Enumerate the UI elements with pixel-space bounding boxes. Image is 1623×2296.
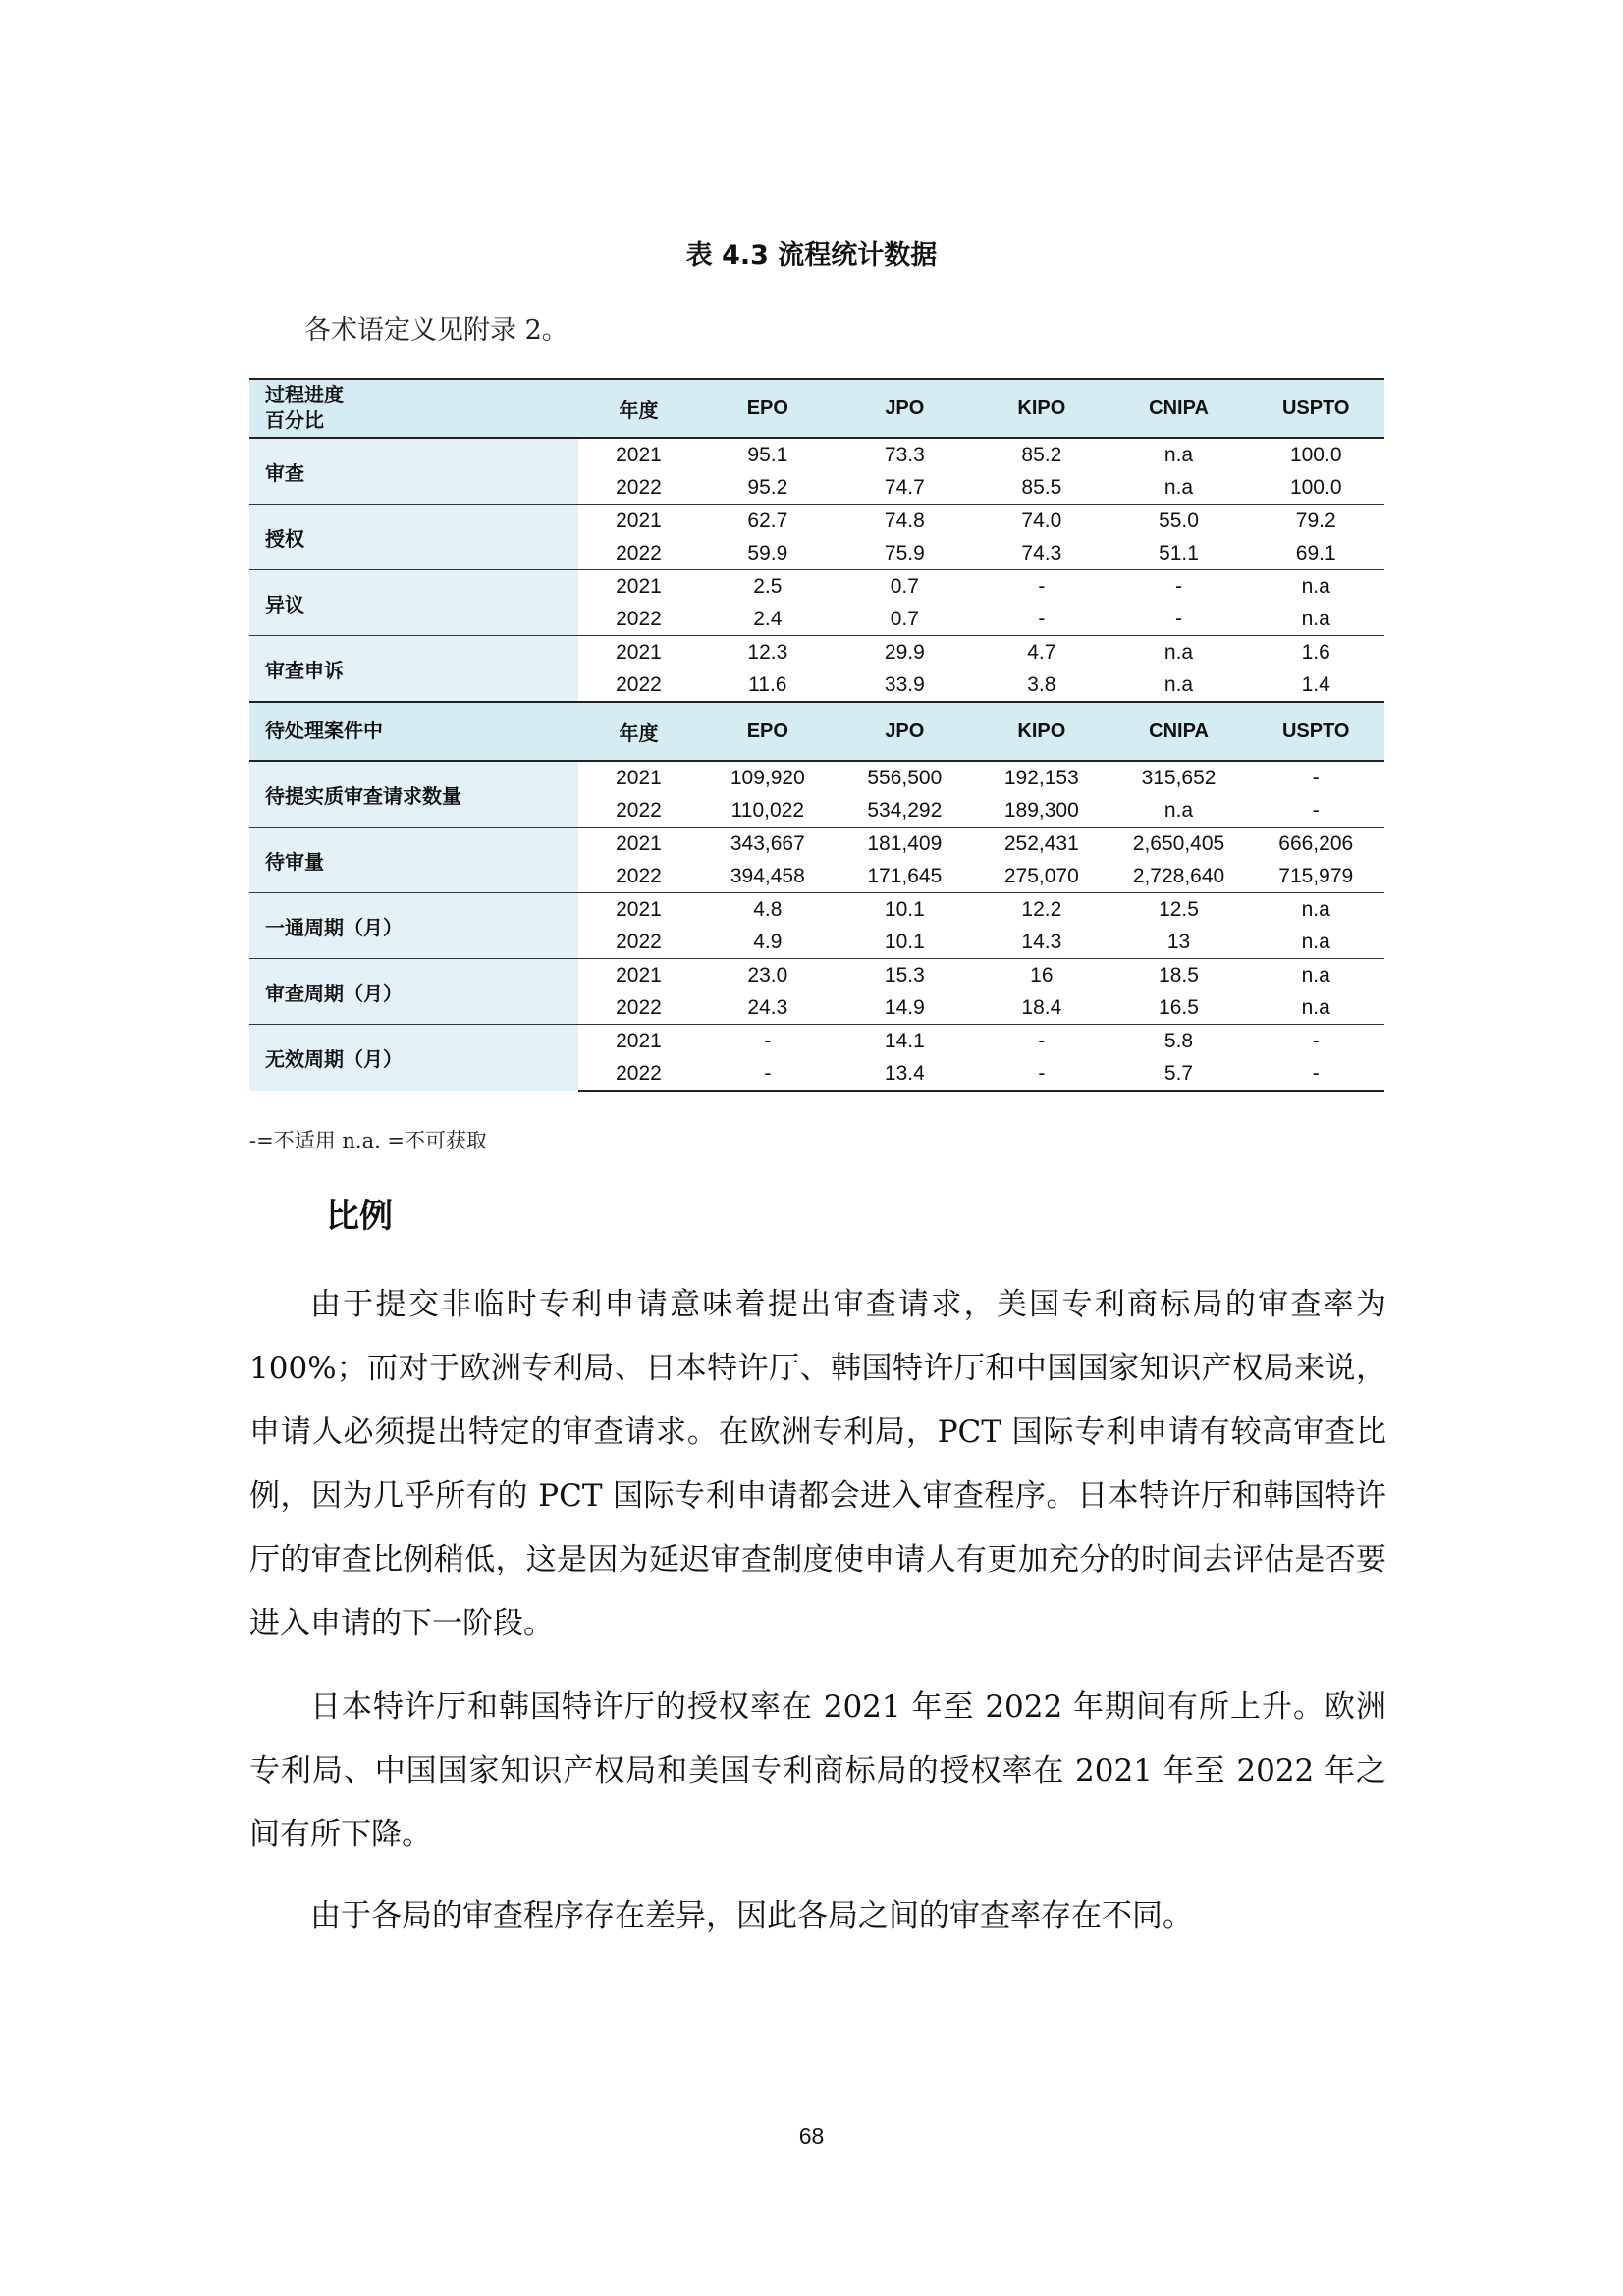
row-value: 14.3 (1021, 930, 1062, 953)
row-value: n.a (1301, 607, 1330, 630)
row-value: 85.5 (1021, 475, 1062, 499)
header-office: EPO (699, 702, 837, 761)
header-label-line: 过程进度 (265, 385, 344, 406)
row-value: 12.5 (1110, 893, 1248, 927)
row-label: 待提实质审查请求数量 (249, 761, 578, 828)
row-label: 授权 (249, 505, 578, 570)
row-value: 394,458 (730, 864, 805, 887)
page-number: 68 (798, 2123, 825, 2149)
row-year: 2022 (616, 864, 662, 887)
table-header-row (249, 702, 1384, 761)
row-value: 24.3 (747, 995, 788, 1019)
paragraph-3: 由于各局的审查程序存在差异，因此各局之间的审查率存在不同。 (310, 1898, 1193, 1934)
row-value: n.a (1110, 668, 1248, 702)
row-value: 14.1 (837, 1025, 974, 1058)
row-value: - (1247, 1025, 1384, 1058)
row-value: 1.6 (1247, 636, 1384, 669)
row-label: 审查周期（月） (249, 959, 578, 1025)
row-value: 666,206 (1247, 828, 1384, 861)
row-value: 100.0 (1289, 443, 1342, 466)
row-year: 2021 (578, 636, 699, 669)
row-value: 12.2 (973, 893, 1110, 927)
row-year: 2022 (616, 541, 662, 564)
row-value: 110,022 (730, 798, 804, 822)
row-value: 75.9 (884, 541, 925, 564)
row-year: 2022 (616, 995, 662, 1019)
row-value: 73.3 (884, 443, 925, 466)
header-label-line: 百分比 (265, 410, 324, 432)
row-value: 4.9 (753, 930, 783, 953)
row-year: 2021 (578, 893, 699, 927)
row-value: 534,292 (867, 798, 943, 822)
row-value: 23.0 (699, 959, 837, 992)
header-office: JPO (837, 379, 974, 438)
row-year: 2022 (578, 668, 699, 702)
row-value: 2.5 (699, 570, 837, 604)
row-value: n.a (1163, 443, 1194, 466)
row-value: 15.3 (837, 959, 974, 992)
header-office: USPTO (1247, 379, 1384, 438)
row-value: 3.8 (973, 668, 1110, 702)
paragraph-2: 日本特许厅和韩国特许厅的授权率在 2021 年至 2022 年期间有所上升。欧洲专利局、中国国家知识产权局和美国专利商标局的授权率在 2021 年至 2022 年之间有所下降。 (249, 1689, 1386, 1852)
row-year: 2022 (616, 607, 662, 630)
header-label: 待处理案件中 (249, 702, 578, 761)
row-label: 一通周期（月） (249, 893, 578, 959)
row-value: n.a (1163, 475, 1194, 499)
row-value: 109,920 (730, 766, 805, 789)
table-header-row (249, 379, 1384, 438)
table-title: 表 4.3 流程统计数据 (685, 240, 938, 271)
row-value: 11.6 (699, 668, 837, 702)
row-value: 95.1 (747, 443, 788, 466)
row-value: 171,645 (867, 864, 943, 887)
row-year: 2021 (616, 443, 662, 466)
row-value: 2.4 (753, 607, 783, 630)
row-value: 74.3 (1021, 541, 1062, 564)
row-value: - (1247, 1057, 1384, 1091)
header-label (249, 379, 578, 438)
row-value: 10.1 (884, 930, 925, 953)
row-value: 74.0 (973, 505, 1110, 538)
row-value: 2,650,405 (1110, 828, 1248, 861)
row-value: 100.0 (1289, 475, 1342, 499)
row-year: 2021 (578, 505, 699, 538)
row-value: - (1110, 570, 1248, 604)
row-value: 16.5 (1159, 995, 1199, 1019)
row-value: 95.2 (747, 475, 788, 499)
header-office: KIPO (973, 702, 1110, 761)
row-value: 5.8 (1110, 1025, 1248, 1058)
table-row (249, 438, 1384, 471)
row-value: 18.4 (1021, 995, 1062, 1019)
header-office: KIPO (973, 379, 1110, 438)
row-label: 无效周期（月） (249, 1025, 578, 1092)
row-label: 待审量 (249, 828, 578, 893)
header-year: 年度 (578, 379, 699, 438)
row-value: 16 (973, 959, 1110, 992)
row-value: n.a (1301, 930, 1330, 953)
table-row (249, 959, 1384, 992)
row-value: - (1312, 766, 1320, 789)
row-year: 2021 (578, 570, 699, 604)
row-value: - (973, 570, 1110, 604)
row-value: 51.1 (1159, 541, 1199, 564)
row-year: 2022 (616, 930, 662, 953)
row-value: - (1312, 798, 1320, 822)
row-value: n.a (1163, 798, 1194, 822)
row-value: 2,728,640 (1132, 864, 1225, 887)
header-office: EPO (699, 379, 837, 438)
table-body (249, 379, 1384, 1091)
row-value: - (1175, 607, 1183, 630)
row-value: - (973, 1025, 1110, 1058)
row-value: 13 (1166, 930, 1191, 953)
section-heading: 比例 (326, 1197, 393, 1236)
row-value: n.a (1301, 995, 1330, 1019)
row-year: 2022 (616, 475, 662, 499)
row-value: 192,153 (1003, 766, 1079, 789)
row-value: 275,070 (1003, 864, 1079, 887)
row-label: 审查申诉 (249, 636, 578, 703)
row-value: 14.9 (884, 995, 925, 1019)
table-row (249, 636, 1384, 669)
row-year: 2021 (578, 828, 699, 861)
table-row (249, 761, 1384, 794)
row-value: - (1038, 607, 1046, 630)
row-value: 55.0 (1110, 505, 1248, 538)
row-value: 252,431 (973, 828, 1110, 861)
row-value: 5.7 (1110, 1057, 1248, 1091)
row-value: 74.8 (837, 505, 974, 538)
row-value: 12.3 (699, 636, 837, 669)
row-value: - (973, 1057, 1110, 1091)
row-value: 0.7 (890, 607, 919, 630)
table-footnote: -=不适用 n.a. =不可获取 (249, 1129, 488, 1152)
row-year: 2022 (616, 798, 662, 822)
row-value: 79.2 (1247, 505, 1384, 538)
row-value: 69.1 (1295, 541, 1336, 564)
row-value: 4.8 (699, 893, 837, 927)
paragraph-1: 由于提交非临时专利申请意味着提出审查请求，美国专利商标局的审查率为 100%；而对于欧洲专利局、日本特许厅、韩国特许厅和中国国家知识产权局来说，申请人必须提出特定的审查请求。在欧洲专利局，PCT 国际专利申请有较高审查比例，因为几乎所有的 PCT 国际专利申请都会进入审查程序。日本特许厅和韩国特许厅的审查比例稍低，这是因为延迟审查制度使申请人有更加充分的时间去评估是否要进入申请的下一阶段。 (249, 1287, 1386, 1641)
table-row (249, 1025, 1384, 1058)
row-value: 74.7 (884, 475, 925, 499)
row-value: - (699, 1057, 837, 1091)
row-value: 0.7 (837, 570, 974, 604)
row-value: 62.7 (699, 505, 837, 538)
row-value: n.a (1247, 893, 1384, 927)
row-year: 2021 (578, 1025, 699, 1058)
row-value: 343,667 (699, 828, 837, 861)
row-value: 1.4 (1247, 668, 1384, 702)
row-value: - (699, 1025, 837, 1058)
row-value: 181,409 (837, 828, 974, 861)
header-office: CNIPA (1110, 379, 1248, 438)
intro-note: 各术语定义见附录 2。 (304, 315, 568, 346)
row-value: 315,652 (1141, 766, 1217, 789)
header-office: JPO (837, 702, 974, 761)
row-value: 59.9 (747, 541, 788, 564)
row-value: 189,300 (1003, 798, 1079, 822)
row-value: 33.9 (837, 668, 974, 702)
table-row (249, 505, 1384, 538)
row-value: n.a (1247, 570, 1384, 604)
row-value: 29.9 (837, 636, 974, 669)
row-value: 715,979 (1278, 864, 1354, 887)
row-value: 13.4 (837, 1057, 974, 1091)
row-value: 10.1 (837, 893, 974, 927)
table-row (249, 828, 1384, 861)
row-value: 85.2 (1021, 443, 1062, 466)
header-office: USPTO (1247, 702, 1384, 761)
row-label: 审查 (249, 438, 578, 505)
header-year: 年度 (578, 702, 699, 761)
table-row (249, 893, 1384, 927)
header-office: CNIPA (1110, 702, 1248, 761)
row-value: n.a (1110, 636, 1248, 669)
row-year: 2022 (578, 1057, 699, 1091)
row-value: 18.5 (1110, 959, 1248, 992)
row-value: 556,500 (867, 766, 943, 789)
row-value: n.a (1247, 959, 1384, 992)
row-year: 2021 (578, 959, 699, 992)
table-row (249, 570, 1384, 604)
row-value: 4.7 (973, 636, 1110, 669)
row-year: 2021 (616, 766, 662, 789)
process-statistics-table (249, 378, 1384, 1092)
row-label: 异议 (249, 570, 578, 636)
